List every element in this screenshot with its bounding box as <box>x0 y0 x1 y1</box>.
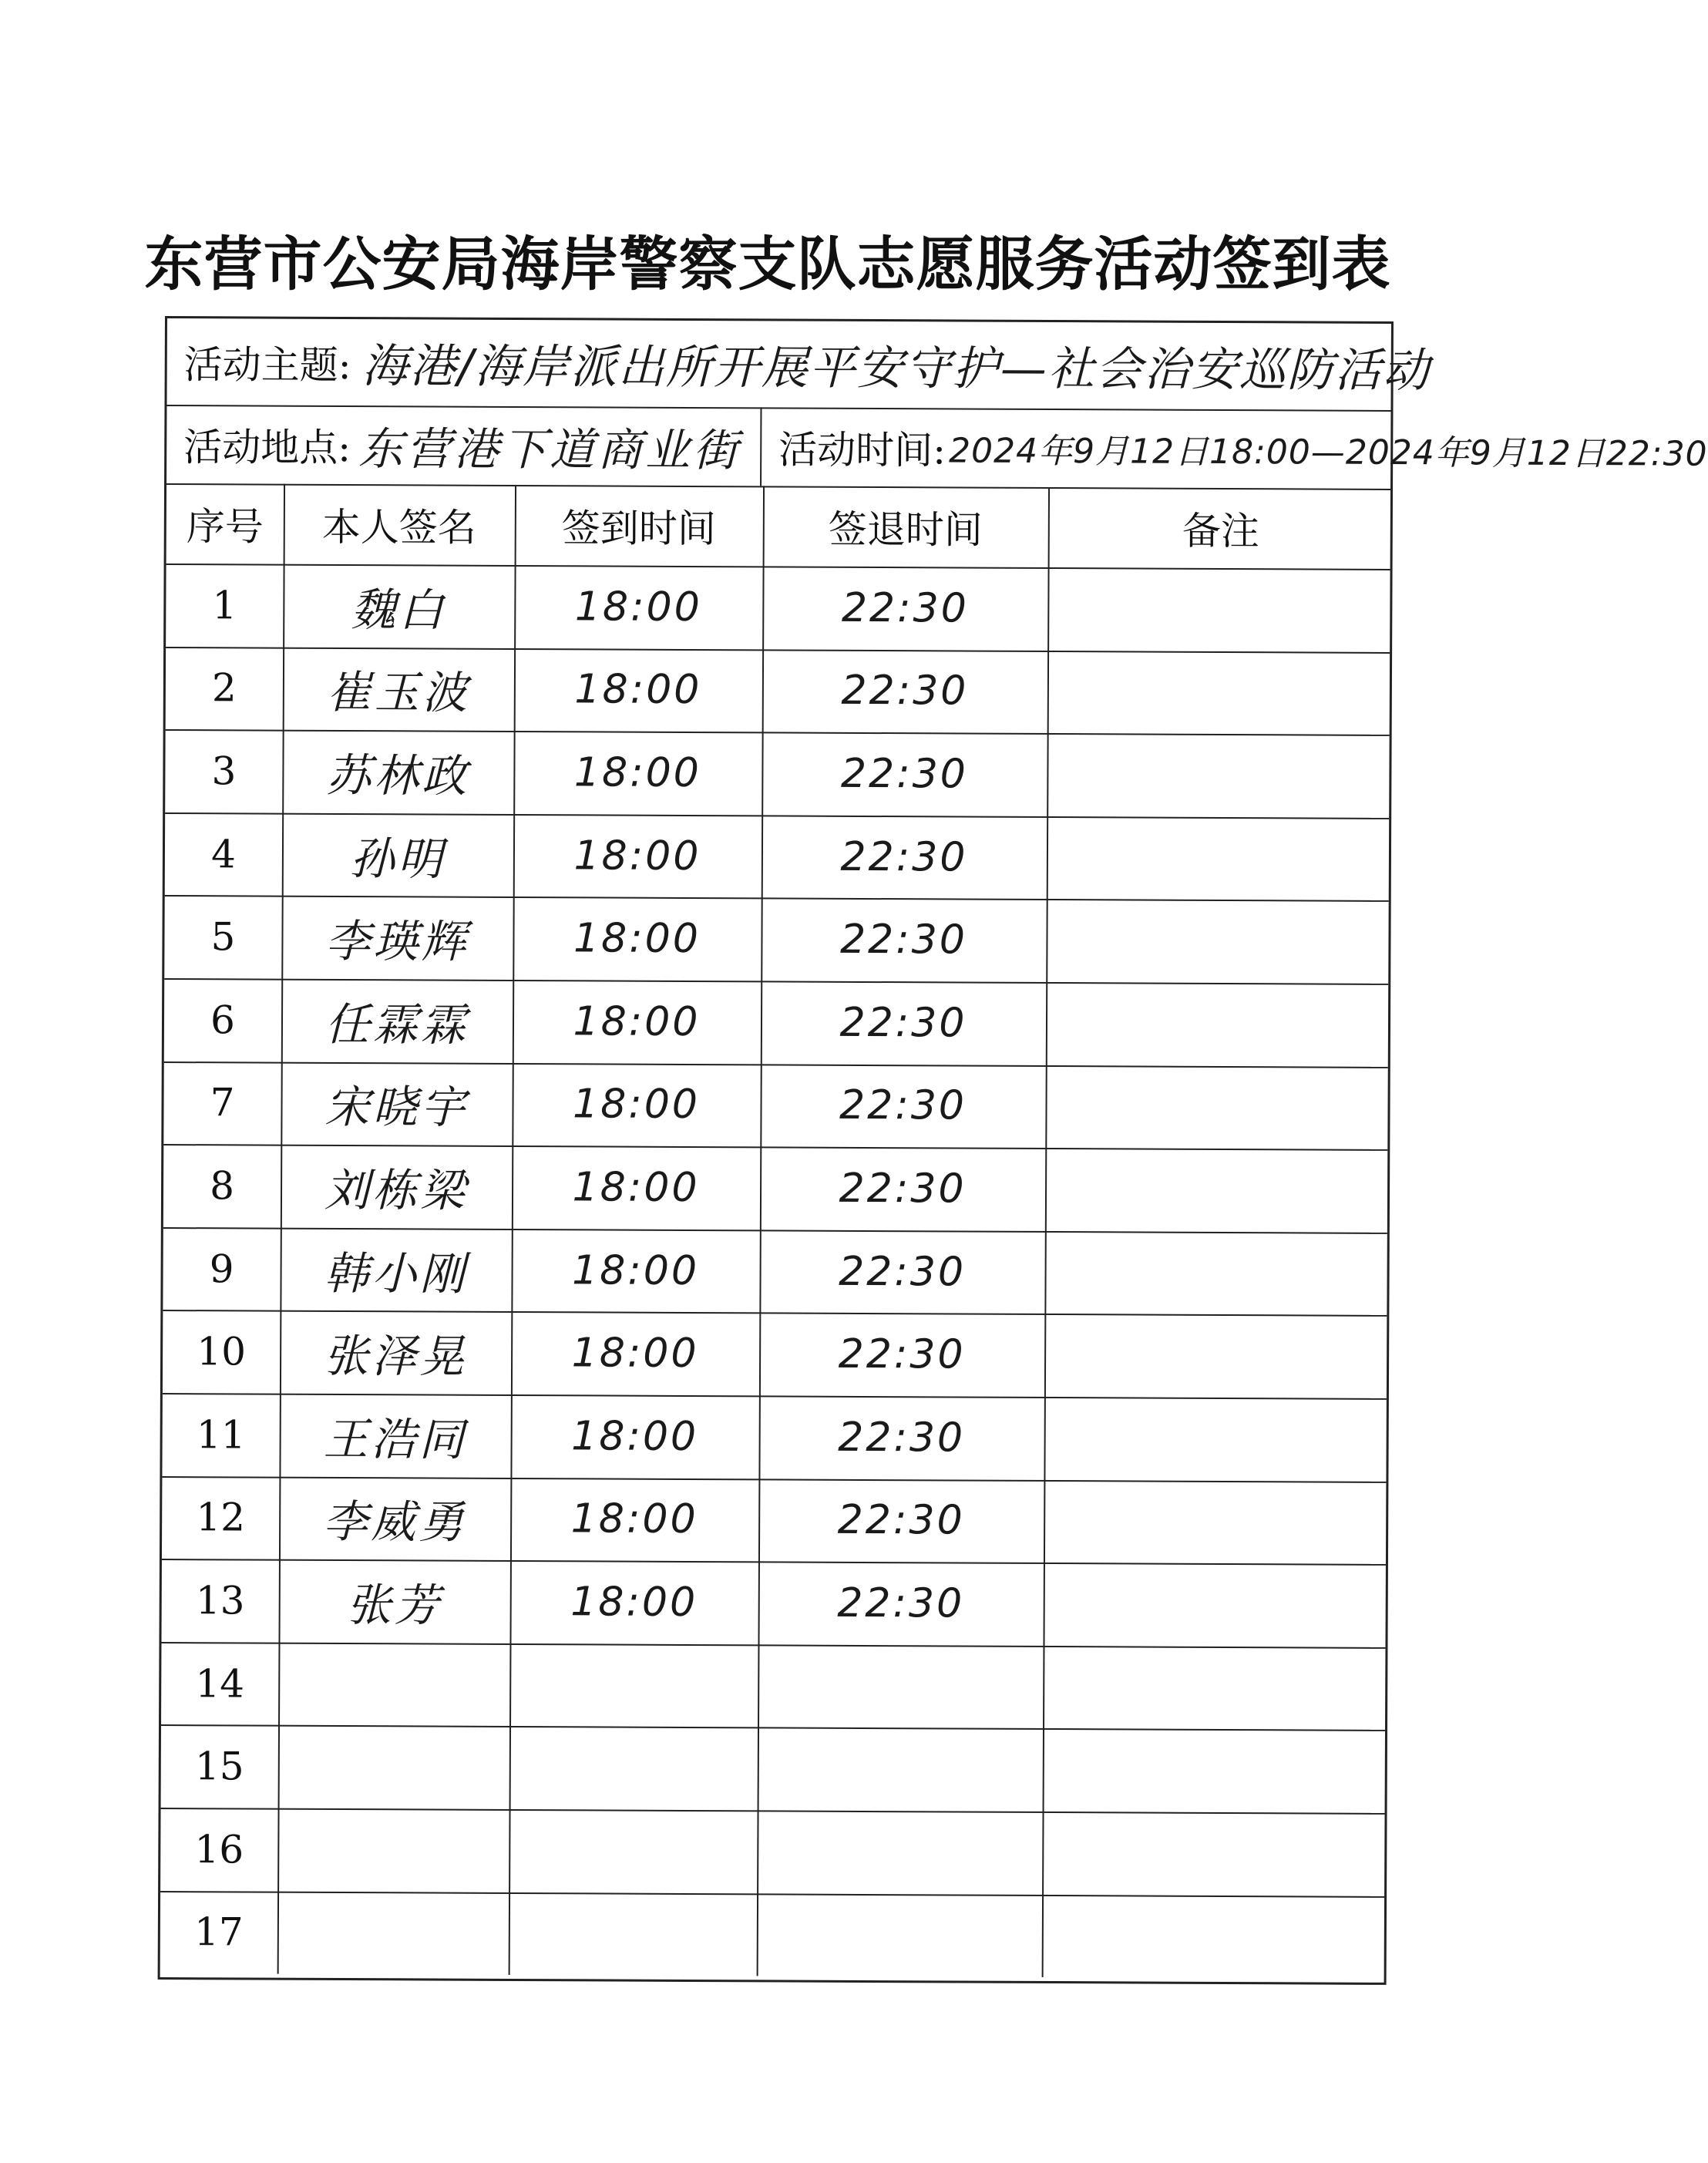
row-number: 10 <box>197 1329 247 1374</box>
checkin-time: 18:00 <box>571 1413 699 1460</box>
checkout-time: 22:30 <box>838 1331 966 1378</box>
checkout-time: 22:30 <box>837 1579 965 1627</box>
form-title: 东营市公安局海岸警察支队志愿服务活动签到表 <box>144 230 1391 298</box>
note-cell <box>1042 1811 1387 1896</box>
signature <box>278 1642 509 1726</box>
row-number: 15 <box>194 1744 244 1789</box>
row-number: 11 <box>196 1411 246 1458</box>
sign-in-table <box>158 316 1708 1985</box>
signature: 任霖霖 <box>324 997 469 1051</box>
checkin-time <box>509 1892 757 1976</box>
checkin-time: 18:00 <box>573 998 701 1045</box>
signature <box>278 1725 509 1809</box>
checkin-time: 18:00 <box>572 1081 701 1129</box>
note-cell <box>1047 567 1393 652</box>
checkin-time: 18:00 <box>573 749 701 797</box>
signature: 刘栋梁 <box>324 1163 469 1217</box>
checkin-time: 18:00 <box>574 584 702 631</box>
checkin-time <box>509 1809 757 1893</box>
note-cell <box>1045 1065 1390 1150</box>
note-cell <box>1046 899 1391 984</box>
note-cell <box>1047 733 1392 818</box>
checkin-time <box>509 1643 758 1727</box>
time-label: 活动时间: <box>778 427 946 473</box>
checkin-time: 18:00 <box>574 666 702 714</box>
row-number: 13 <box>195 1578 245 1623</box>
note-cell <box>1043 1563 1388 1647</box>
signature: 王浩同 <box>323 1412 467 1466</box>
checkin-time <box>509 1726 758 1810</box>
checkout-time: 22:30 <box>839 917 968 964</box>
row-number: 16 <box>194 1826 244 1872</box>
row-number: 9 <box>209 1246 234 1291</box>
location-row <box>166 405 777 486</box>
location-label: 活动地点: <box>183 425 351 471</box>
signature: 苏林政 <box>326 748 470 802</box>
note-cell <box>1043 1646 1388 1731</box>
row-number: 12 <box>196 1495 246 1540</box>
theme-label: 活动主题: <box>183 342 351 389</box>
checkout-time: 22:30 <box>840 750 968 798</box>
row-number: 2 <box>211 665 237 711</box>
header-checkout: 签退时间 <box>828 506 983 553</box>
checkin-time: 18:00 <box>570 1579 698 1626</box>
checkout-time <box>757 1893 1042 1977</box>
checkin-time: 18:00 <box>573 915 701 963</box>
checkout-time <box>758 1727 1043 1811</box>
time-value: 2024年9月12日18:00—2024年9月12日22:30 <box>948 431 1708 474</box>
row-number: 4 <box>210 831 236 877</box>
checkin-time: 18:00 <box>572 1246 700 1294</box>
signature: 李威勇 <box>323 1495 467 1549</box>
checkout-time: 22:30 <box>840 833 968 881</box>
note-cell <box>1047 651 1393 735</box>
signature: 魏白 <box>351 583 447 637</box>
header-note: 备注 <box>1182 508 1259 554</box>
checkin-time: 18:00 <box>570 1495 698 1543</box>
checkout-time: 22:30 <box>839 1165 967 1213</box>
note-cell <box>1044 1314 1390 1398</box>
row-number: 8 <box>210 1163 235 1209</box>
signature: 崔玉波 <box>326 666 471 720</box>
row-number: 17 <box>193 1909 244 1955</box>
note-cell <box>1044 1480 1389 1565</box>
note-cell <box>1042 1895 1387 1980</box>
signature: 宋晓宇 <box>324 1081 469 1135</box>
signature: 韩小刚 <box>324 1246 468 1300</box>
row-number: 7 <box>210 1080 235 1125</box>
signature: 李瑛辉 <box>325 915 469 968</box>
time-row <box>762 407 1708 489</box>
checkout-time: 22:30 <box>839 1082 967 1129</box>
theme-value: 海港/海岸派出所开展平安守护—社会治安巡防活动 <box>361 339 1431 399</box>
note-cell <box>1047 816 1392 901</box>
note-cell <box>1044 1231 1390 1316</box>
row-number: 14 <box>195 1660 245 1707</box>
checkout-time: 22:30 <box>841 668 969 715</box>
checkin-time: 18:00 <box>571 1330 699 1378</box>
header-no: 序号 <box>186 504 264 550</box>
checkout-time: 22:30 <box>841 584 969 632</box>
checkout-time <box>757 1810 1042 1894</box>
checkin-time: 18:00 <box>573 832 701 880</box>
signature: 孙明 <box>349 832 446 886</box>
checkin-time: 18:00 <box>572 1164 700 1212</box>
note-cell <box>1044 1397 1389 1482</box>
row-number: 1 <box>212 583 237 628</box>
signature <box>277 1891 509 1975</box>
note-cell <box>1045 1148 1390 1233</box>
note-cell <box>1043 1728 1388 1813</box>
location-value: 东营港下道商业街 <box>358 422 741 477</box>
checkout-time: 22:30 <box>839 999 967 1047</box>
checkout-time: 22:30 <box>838 1414 966 1462</box>
signature <box>277 1808 509 1892</box>
note-cell <box>1046 982 1391 1067</box>
header-checkin: 签到时间 <box>561 506 716 552</box>
signature: 张泽晃 <box>323 1330 468 1383</box>
header-name: 本人签名 <box>321 504 476 550</box>
signature: 张芳 <box>346 1579 442 1632</box>
row-number: 3 <box>211 748 237 794</box>
checkout-time: 22:30 <box>839 1248 967 1296</box>
theme-row <box>166 318 1431 410</box>
row-number: 6 <box>210 997 236 1043</box>
checkout-time: 22:30 <box>837 1497 965 1544</box>
row-number: 5 <box>210 914 236 960</box>
checkout-time <box>758 1644 1043 1728</box>
